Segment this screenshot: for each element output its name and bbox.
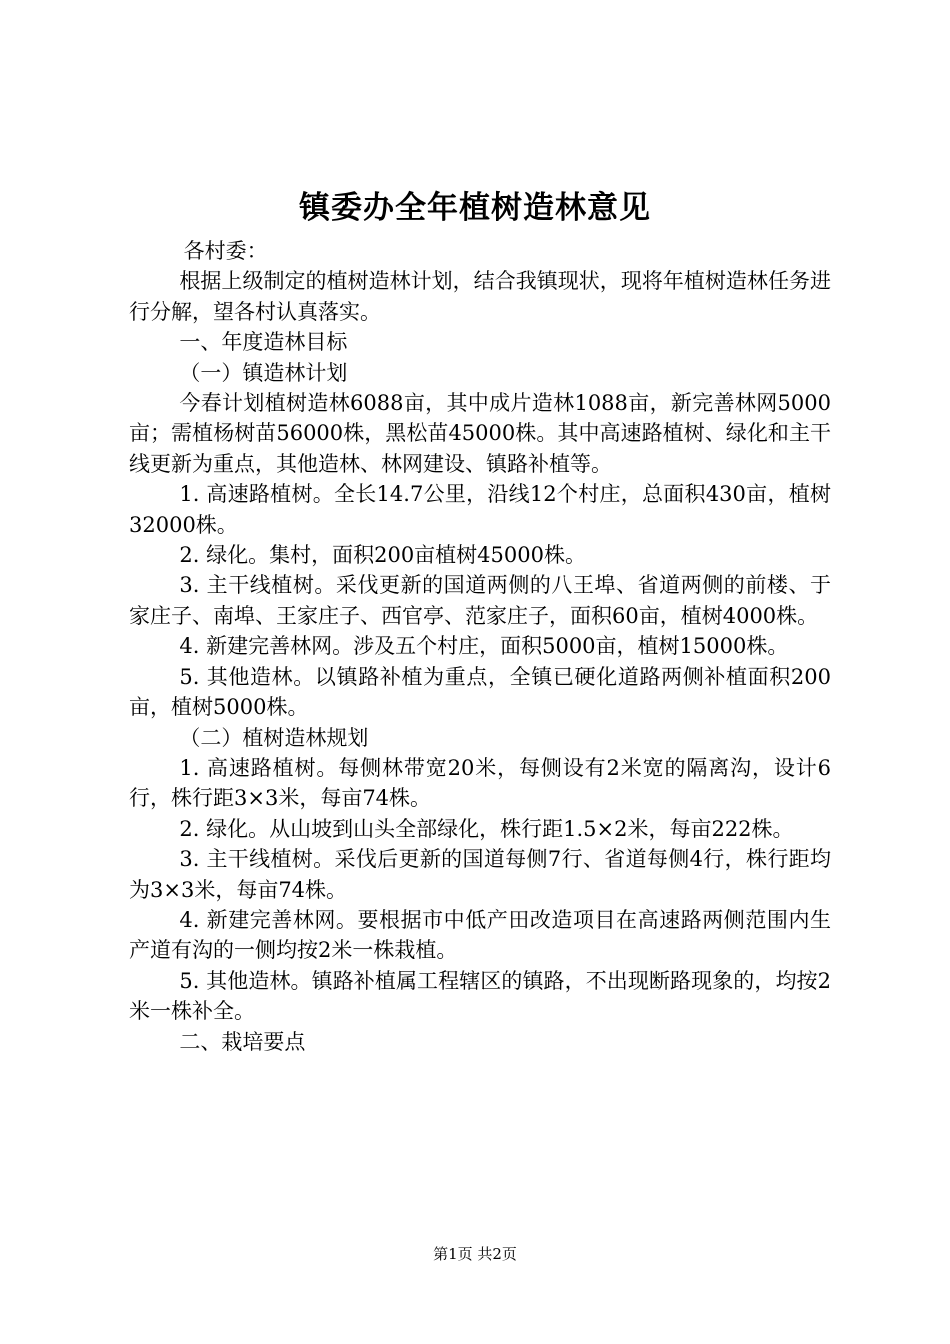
list-item: 2. 绿化。集村，面积200亩植树45000株。 <box>179 543 586 568</box>
list-item: 5. 其他造林。以镇路补植为重点，全镇已硬化道路两侧补植面积200亩，植树5000株。 <box>129 664 831 720</box>
list-item: 4. 新建完善林网。涉及五个村庄，面积5000亩，植树15000株。 <box>179 634 789 659</box>
list-item: 1. 高速路植树。每侧林带宽20米，每侧设有2米宽的隔离沟，设计6行，株行距3×3米，每亩74株。 <box>129 755 831 811</box>
list-item: 3. 主干线植树。采伐后更新的国道每侧7行、省道每侧4行，株行距均为3×3米，每亩74株。 <box>129 847 831 902</box>
document-body <box>129 236 831 1057</box>
document-title: 镇委办全年植树造林意见 <box>299 190 651 226</box>
list-item: 2. 绿化。从山坡到山头全部绿化，株行距1.5×2米，每亩222株。 <box>179 816 794 841</box>
list-item: 4. 新建完善林网。要根据市中低产田改造项目在高速路两侧范围内生产道有沟的一侧均按2米一株栽植。 <box>129 907 831 963</box>
list-item: 3. 主干线植树。采伐更新的国道两侧的八王埠、省道两侧的前楼、于家庄子、南埠、王家庄子、西官亭、范家庄子，面积60亩，植树4000株。 <box>129 573 831 628</box>
subsection-heading: （一）镇造林计划 <box>179 360 348 385</box>
section-heading: 二、栽培要点 <box>179 1029 306 1054</box>
list-item: 1. 高速路植树。全长14.7公里，沿线12个村庄，总面积430亩，植树32000株。 <box>129 482 831 537</box>
list-item: 5. 其他造林。镇路补植属工程辖区的镇路，不出现断路现象的，均按2米一株补全。 <box>129 968 831 1024</box>
page-number: 第1页 共2页 <box>433 1245 517 1263</box>
salutation: 各村委： <box>183 239 268 263</box>
section-heading: 一、年度造林目标 <box>179 330 348 355</box>
subsection-heading: （二）植树造林规划 <box>179 725 369 750</box>
paragraph: 今春计划植树造林6088亩，其中成片造林1088亩，新完善林网5000亩；需植杨树苗56000株，黑松苗45000株。其中高速路植树、绿化和主干线更新为重点，其他造林、林网建设、镇路补植等。 <box>129 391 831 476</box>
paragraph: 根据上级制定的植树造林计划，结合我镇现状，现将年植树造林任务进行分解，望各村认真落实。 <box>129 269 831 324</box>
